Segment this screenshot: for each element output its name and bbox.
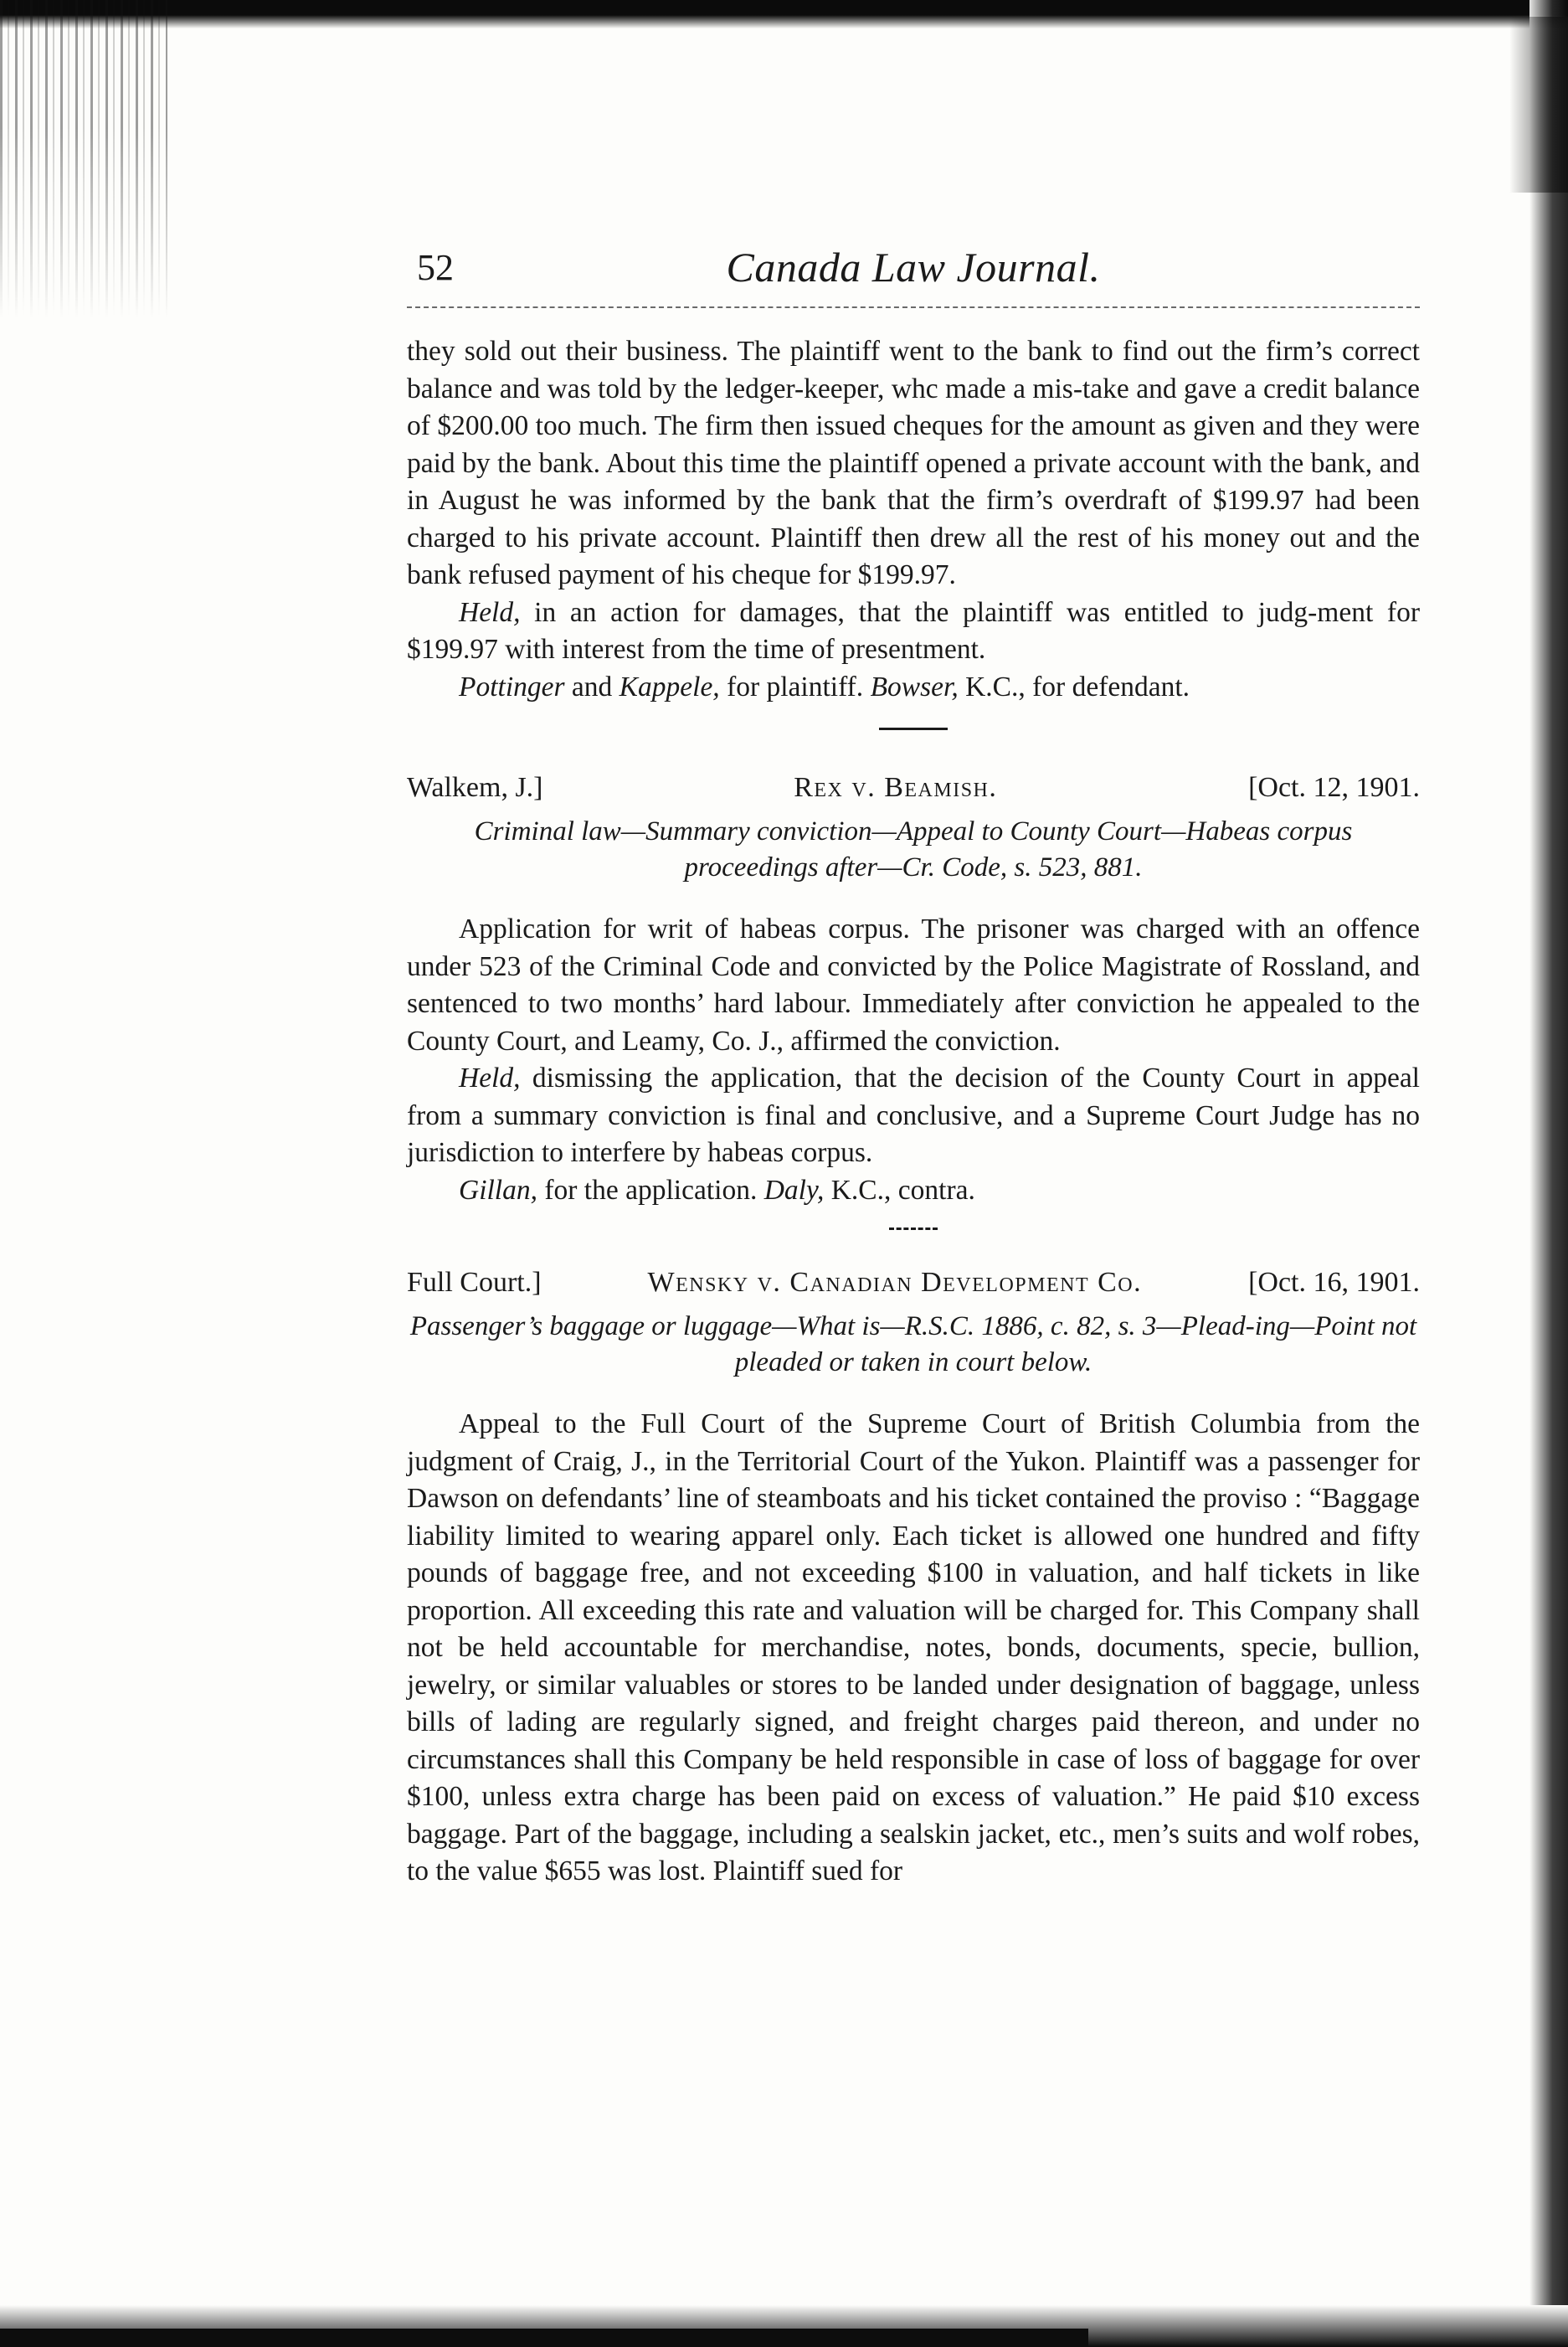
- counsel-name: Gillan,: [459, 1174, 537, 1206]
- case-3-subject: Passenger’s baggage or luggage—What is—R.S.C. 1886, c. 82, s. 3—Plead-ing—Point not pleaded or taken in court below.: [409, 1311, 1417, 1377]
- header-rule: [407, 306, 1420, 308]
- case-name: Wensky v. Canadian Development Co.: [647, 1267, 1143, 1298]
- case-2-facts: Application for writ of habeas corpus. The prisoner was charged with an offence under 523 of the Criminal Code and convicted by the Police Magistrate of Rossland, and sentenced to two months’ hard labour. Immediately after conviction he appealed to the County Court, and Leamy, Co. J., affirmed the conviction.: [407, 914, 1420, 1057]
- case-date: [Oct. 16, 1901.: [1248, 1267, 1420, 1298]
- counsel-role: K.C., for defendant.: [958, 671, 1190, 703]
- case-2-counsel: [407, 1172, 1420, 1210]
- counsel-name: Daly,: [763, 1174, 825, 1206]
- judge: Walkem, J.]: [407, 772, 543, 803]
- counsel-connector: and: [564, 671, 619, 703]
- scan-right-shadow: [1509, 17, 1568, 193]
- case-1: [407, 333, 1420, 706]
- held-label: Held,: [459, 596, 521, 628]
- scan-right-edge: [1529, 0, 1568, 2347]
- scan-top-edge: [0, 0, 1568, 28]
- case-3-heading: [407, 1264, 1420, 1302]
- case-2-heading: [407, 769, 1420, 807]
- counsel-name: Bowser,: [870, 671, 959, 703]
- case-date: [Oct. 12, 1901.: [1248, 772, 1420, 803]
- case-3: [407, 1264, 1420, 1891]
- running-head: [407, 243, 1420, 301]
- journal-title: Canada Law Journal.: [726, 244, 1101, 291]
- case-2: [407, 769, 1420, 1209]
- counsel-role: for plaintiff.: [719, 671, 871, 703]
- case-2-subject: Criminal law—Summary conviction—Appeal to County Court—Habeas corpus proceedings after—Cr. Code, s. 523, 881.: [474, 816, 1353, 883]
- held-text: dismissing the application, that the decision of the County Court in appeal from a summary conviction is final and conclusive, and a Supreme Court Judge has no jurisdiction to interfere by habeas corpus.: [407, 1063, 1420, 1168]
- court: Full Court.]: [407, 1267, 542, 1298]
- scan-left-edge: [0, 0, 167, 318]
- journal-page: [407, 243, 1420, 1891]
- case-1-counsel: [407, 669, 1420, 707]
- held-text: in an action for damages, that the plaintiff was entitled to judg-ment for $199.97 with interest from the time of presentment.: [407, 596, 1420, 665]
- counsel-name: Pottinger: [459, 671, 565, 703]
- held-label: Held,: [459, 1063, 521, 1094]
- case-name: Rex v. Beamish.: [794, 772, 998, 803]
- case-separator: [879, 728, 948, 730]
- counsel-name: Kappele,: [619, 671, 720, 703]
- counsel-role: for the application.: [537, 1174, 764, 1206]
- case-separator: [889, 1228, 938, 1230]
- page-number: 52: [417, 247, 454, 288]
- scan-bottom-band: [0, 2329, 1088, 2347]
- case-1-facts: they sold out their business. The plaintiff went to the bank to find out the firm’s correct balance and was told by the ledger-keeper, whc made a mis-take and gave a credit balance of $200.00 too much. The firm then issued cheques for the amount as given and they were paid by the bank. About this time the plaintiff opened a private account with the bank, and in August he was informed by the bank that the firm’s overdraft of $199.97 had been charged to his private account. Plaintiff then drew all the rest of his money out and the bank refused payment of his cheque for $199.97.: [407, 336, 1420, 590]
- case-2-held: [407, 1060, 1420, 1172]
- counsel-role: K.C., contra.: [824, 1174, 975, 1206]
- case-3-facts: Appeal to the Full Court of the Supreme Court of British Columbia from the judgment of Craig, J., in the Territorial Court of the Yukon. Plaintiff was a passenger for Dawson on defendants’ line of steamboats and his ticket contained the proviso : “Baggage liability limited to wearing apparel only. Each ticket is allowed one hundred and fifty pounds of baggage free, and not exceeding $100 in valuation, and half tickets in like proportion. All exceeding this rate and valuation will be charged for. This Company shall not be held accountable for merchandise, notes, bonds, documents, specie, bullion, jewelry, or similar valuables or stores to be landed under designation of baggage, unless bills of lading are regularly signed, and freight charges paid thereon, and under no circumstances shall this Company be held responsible in case of loss of baggage for over $100, unless extra charge has been paid on excess of valuation.” He paid $10 excess baggage. Part of the baggage, including a sealskin jacket, etc., men’s suits and wolf robes, to the value $655 was lost. Plaintiff sued for: [407, 1408, 1420, 1886]
- case-1-held: [407, 594, 1420, 669]
